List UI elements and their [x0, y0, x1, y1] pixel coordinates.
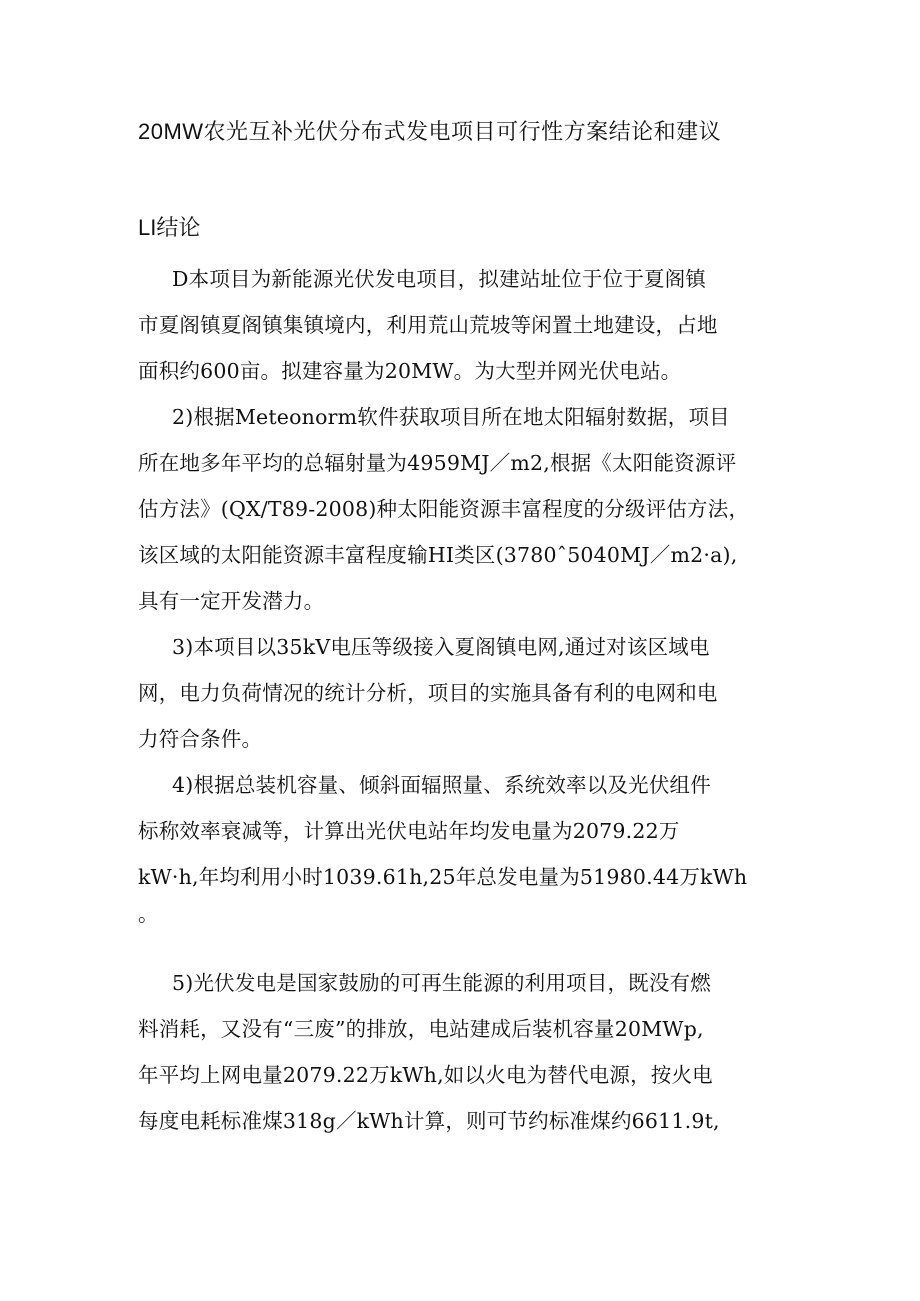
- paragraph-line: 该区域的太阳能资源丰富程度输HI类区(3780ˆ5040MJ／m2·a),: [138, 543, 738, 567]
- paragraph-line: 所在地多年平均的总辐射量为4959MJ／m2,根据《太阳能资源评: [138, 451, 737, 475]
- paragraph-line: 4)根据总装机容量、倾斜面辐照量、系统效率以及光伏组件: [172, 773, 711, 797]
- section-heading-conclusion: LI结论: [138, 215, 201, 240]
- paragraph-line: 3)本项目以35kV电压等级接入夏阁镇电网,通过对该区域电: [172, 635, 710, 659]
- paragraph-line: 面积约600亩。拟建容量为20MW。为大型并网光伏电站。: [138, 359, 682, 383]
- document-body: [138, 256, 786, 1144]
- paragraph-line: kW·h,年均利用小时1039.61h,25年总发电量为51980.44万kWh: [138, 865, 748, 889]
- paragraph-line: 年平均上网电量2079.22万kWh,如以火电为替代电源，按火电: [138, 1063, 713, 1087]
- paragraph-line: 。: [138, 902, 159, 926]
- paragraph-line: 2)根据Meteonorm软件获取项目所在地太阳辐射数据，项目: [172, 405, 730, 429]
- paragraph-line: 标称效率衰减等，计算出光伏电站年均发电量为2079.22万: [138, 819, 680, 843]
- paragraph-line: 料消耗，又没有“三废”的排放，电站建成后装机容量20MWp,: [138, 1017, 704, 1041]
- paragraph-line: 市夏阁镇夏阁镇集镇境内，利用荒山荒坡等闲置土地建设，占地: [138, 313, 718, 337]
- paragraph-line: 每度电耗标准煤318g／kWh计算，则可节约标准煤约6611.9t,: [138, 1109, 720, 1133]
- paragraph-1: [138, 256, 786, 394]
- paragraph-line: 网，电力负荷情况的统计分析，项目的实施具备有利的电网和电: [138, 681, 718, 705]
- paragraph-line: 5)光伏发电是国家鼓励的可再生能源的利用项目，既没有燃: [172, 971, 711, 995]
- paragraph-3: [138, 624, 786, 762]
- paragraph-5: [138, 960, 786, 1144]
- paragraph-4: [138, 762, 786, 960]
- paragraph-line: 具有一定开发潜力。: [138, 589, 325, 613]
- paragraph-line: 力符合条件。: [138, 727, 263, 751]
- document-title: 20MW农光互补光伏分布式发电项目可行性方案结论和建议: [138, 119, 722, 144]
- paragraph-2: [138, 394, 786, 624]
- paragraph-line: 估方法》(QX/T89-2008)种太阳能资源丰富程度的分级评估方法，: [138, 497, 750, 521]
- paragraph-line: D本项目为新能源光伏发电项目，拟建站址位于位于夏阁镇: [172, 267, 707, 291]
